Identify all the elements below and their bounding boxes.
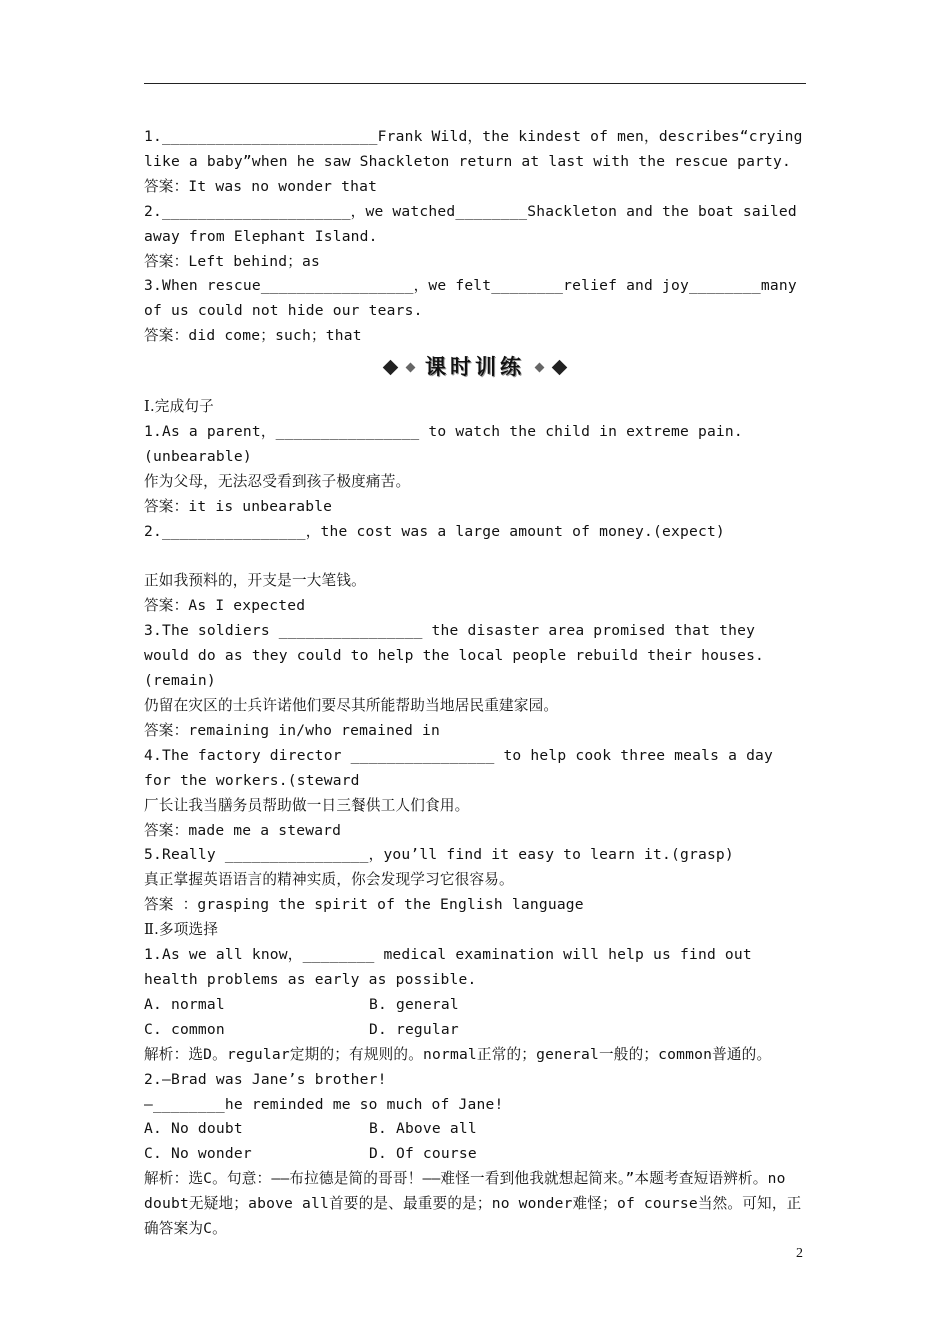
answer-text: 答案：remaining in/who remained in <box>144 721 440 739</box>
page-number: 2 <box>796 1246 803 1261</box>
translation-text: 正如我预料的，开支是一大笔钱。 <box>144 572 366 590</box>
section-heading: Ⅰ.完成句子 <box>144 398 214 416</box>
question-text: 4.The factory director ________________ to help cook three meals a day for the workers.(steward <box>144 746 783 789</box>
question-text: 1.As we all know，________ medical examination will help us find out health problems as early as possible. <box>144 946 761 988</box>
question-text: 3.The soldiers ________________ the disaster area promised that they would do as they could to help the local people rebuild their houses.(remain) <box>144 622 765 690</box>
translation-text: 真正掌握英语语言的精神实质，你会发现学习它很容易。 <box>144 871 514 889</box>
spacer <box>144 545 806 570</box>
answer-text: 答案：made me a steward <box>144 821 342 839</box>
answer-text: 答案 ：grasping the spirit of the English language <box>144 896 584 914</box>
options-row <box>144 1018 806 1043</box>
option-a: A. normal <box>144 995 225 1013</box>
translation-text: 作为父母，无法忍受看到孩子极度痛苦。 <box>144 472 411 490</box>
question-text: 5.Really ________________，you’ll find it easy to learn it.(grasp) <box>144 846 734 864</box>
question-text: —________he reminded me so much of Jane! <box>144 1095 504 1113</box>
options-row <box>144 1142 806 1167</box>
question-text: 3.When rescue_________________，we felt________relief and joy________many of us could not hide our tears. <box>144 277 806 320</box>
question-text: 1.________________________Frank Wild，the kindest of men，describes“crying like a baby”when he saw Shackleton return at last with the rescue party. <box>144 128 812 170</box>
question-text: 2._____________________，we watched________Shackleton and the boat sailed away from Elephant Island. <box>144 202 806 245</box>
diamond-icon <box>535 362 545 372</box>
question-text: 2.________________，the cost was a large amount of money.(expect) <box>144 522 725 540</box>
analysis-text: 解析：选D。regular定期的；有规则的。normal正常的；general一般的；common普通的。 <box>144 1045 772 1063</box>
diamond-icon <box>552 359 568 375</box>
translation-text: 仍留在灾区的士兵许诺他们要尽其所能帮助当地居民重建家园。 <box>144 697 559 715</box>
analysis-text: 解析：选C。句意：——布拉德是简的哥哥！——难怪一看到他我就想起简来。”本题考查短语辨析。no doubt无疑地；above all首要的是、最重要的是；no wonder难怪；of course当然。可知，正确答案为C。 <box>144 1170 802 1238</box>
options-row <box>144 1117 806 1142</box>
translation-text: 厂长让我当膳务员帮助做一日三餐供工人们食用。 <box>144 796 470 814</box>
answer-text: 答案：As I expected <box>144 597 306 615</box>
answer-text: 答案：Left behind；as <box>144 252 320 270</box>
option-b: B. Above all <box>369 1120 477 1138</box>
answer-text: 答案：did come；such；that <box>144 327 362 345</box>
diamond-icon <box>406 362 416 372</box>
option-c: C. No wonder <box>144 1145 252 1163</box>
options-row <box>144 993 806 1018</box>
header-rule <box>144 83 806 84</box>
option-d: D. Of course <box>369 1145 477 1163</box>
option-a: A. No doubt <box>144 1120 243 1138</box>
banner-title: 课时训练 <box>425 353 525 379</box>
question-text: 2.—Brad was Jane’s brother! <box>144 1070 387 1088</box>
question-text: 1.As a parent，________________ to watch the child in extreme pain.(unbearable) <box>144 423 743 465</box>
answer-text: 答案：It was no wonder that <box>144 177 378 195</box>
answer-text: 答案：it is unbearable <box>144 497 333 515</box>
diamond-icon <box>383 359 399 375</box>
section-banner <box>144 351 806 383</box>
section-heading: Ⅱ.多项选择 <box>144 921 219 939</box>
option-d: D. regular <box>369 1020 459 1038</box>
document-body <box>144 125 812 1242</box>
option-b: B. general <box>369 995 459 1013</box>
option-c: C. common <box>144 1020 225 1038</box>
